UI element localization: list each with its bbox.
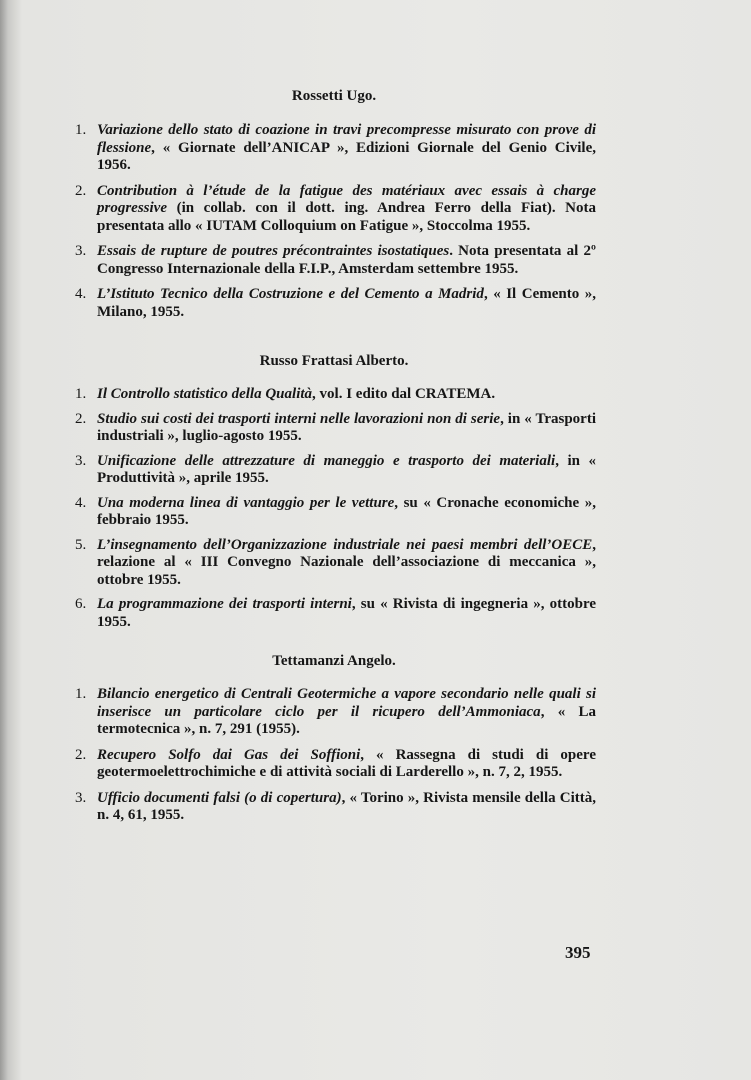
item-title: Contribution à l’étude de la fatigue des matériaux avec essais à charge progressive [97, 182, 596, 216]
page-number: 395 [565, 943, 591, 962]
item-number: 2. [75, 182, 87, 199]
item-title: Il Controllo statistico della Qualità [97, 386, 313, 402]
author-heading: Tettamanzi Angelo. [272, 653, 396, 669]
item-number: 4. [75, 286, 87, 302]
item-number: 3. [75, 243, 87, 259]
item-title: Essais de rupture de poutres précontraintes isostatiques [97, 243, 450, 259]
author-heading: Russo Frattasi Alberto. [259, 353, 409, 369]
item-title: Recupero Solfo dai Gas dei Soffioni [97, 746, 361, 763]
item-title: La programmazione dei trasporti interni [97, 596, 352, 612]
publication-item [72, 495, 596, 530]
item-details: , « Il Cemento », Milano, 1955. [97, 286, 596, 320]
publication-item [72, 411, 596, 446]
item-title: Variazione dello stato di coazione in travi precompresse misurato con prove di flessione [97, 122, 596, 156]
item-details: , in « Produttività », aprile 1955. [97, 452, 596, 486]
item-number: 5. [75, 536, 87, 553]
publication-item [72, 453, 596, 488]
publication-item [72, 747, 596, 782]
item-number: 2. [75, 746, 87, 763]
author-section [72, 353, 596, 631]
item-details: , « La termotecnica », n. 7, 291 (1955). [97, 703, 596, 737]
item-number: 6. [75, 596, 87, 612]
item-details: (in collab. con il dott. ing. Andrea Ferro della Fiat). Nota presentata allo « IUTAM Colloquium on Fatigue », Stoccolma 1955. [97, 200, 596, 234]
item-details: , « Rassegna di studi di opere geotermoelettrochimiche e di attività sociali di Larderello », n. 7, 2, 1955. [97, 746, 596, 780]
publication-item [72, 183, 596, 236]
publication-item [72, 790, 596, 825]
publication-item [72, 386, 596, 404]
publication-item [72, 686, 596, 739]
publication-list [72, 122, 596, 321]
item-number: 1. [75, 122, 87, 138]
publication-item [72, 596, 596, 631]
author-heading: Rossetti Ugo. [291, 88, 377, 104]
item-number: 4. [75, 494, 87, 511]
item-details: , su « Cronache economiche », febbraio 1955. [97, 494, 596, 528]
item-details: , relazione al « III Convegno Nazionale dell’associazione di meccanica », ottobre 1955. [97, 536, 596, 588]
publication-item [72, 243, 596, 278]
publication-item [72, 537, 596, 590]
item-number: 2. [75, 410, 87, 427]
publication-item [72, 286, 596, 321]
item-details: , su « Rivista di ingegneria », ottobre 1955. [97, 596, 597, 630]
author-section [72, 653, 596, 825]
item-title: Una moderna linea di vantaggio per le vetture [97, 494, 395, 511]
item-title: Studio sui costi dei trasporti interni nelle lavorazioni non di serie [97, 410, 501, 427]
item-title: L’Istituto Tecnico della Costruzione e del Cemento a Madrid [97, 286, 484, 302]
item-details: , vol. I edito dal CRATEMA. [312, 386, 496, 402]
item-details: , « Giornate dell’ANICAP », Edizioni Giornale del Genio Civile, 1956. [97, 139, 596, 173]
page-content [72, 88, 596, 825]
publication-item [72, 122, 596, 175]
item-title: L’insegnamento dell’Organizzazione industriale nei paesi membri dell’OECE [97, 536, 593, 553]
publication-list [72, 686, 596, 825]
item-details: . Nota presentata al 2º Congresso Internazionale della F.I.P., Amsterdam settembre 1955. [97, 243, 596, 277]
item-number: 3. [75, 452, 87, 469]
item-title: Unificazione delle attrezzature di maneggio e trasporto dei materiali [97, 452, 556, 469]
item-title: Bilancio energetico di Centrali Geotermiche a vapore secondario nelle quali si inserisce un particolare ciclo per il ricupero dell’Ammoniaca [97, 686, 596, 720]
publication-list [72, 386, 596, 631]
item-number: 1. [75, 686, 87, 702]
item-details: , « Torino », Rivista mensile della Città, n. 4, 61, 1955. [97, 789, 596, 823]
author-section [72, 88, 596, 321]
item-number: 1. [75, 386, 87, 402]
item-title: Ufficio documenti falsi (o di copertura) [97, 789, 342, 806]
item-number: 3. [75, 789, 87, 806]
item-details: , in « Trasporti industriali », luglio-agosto 1955. [97, 410, 596, 444]
